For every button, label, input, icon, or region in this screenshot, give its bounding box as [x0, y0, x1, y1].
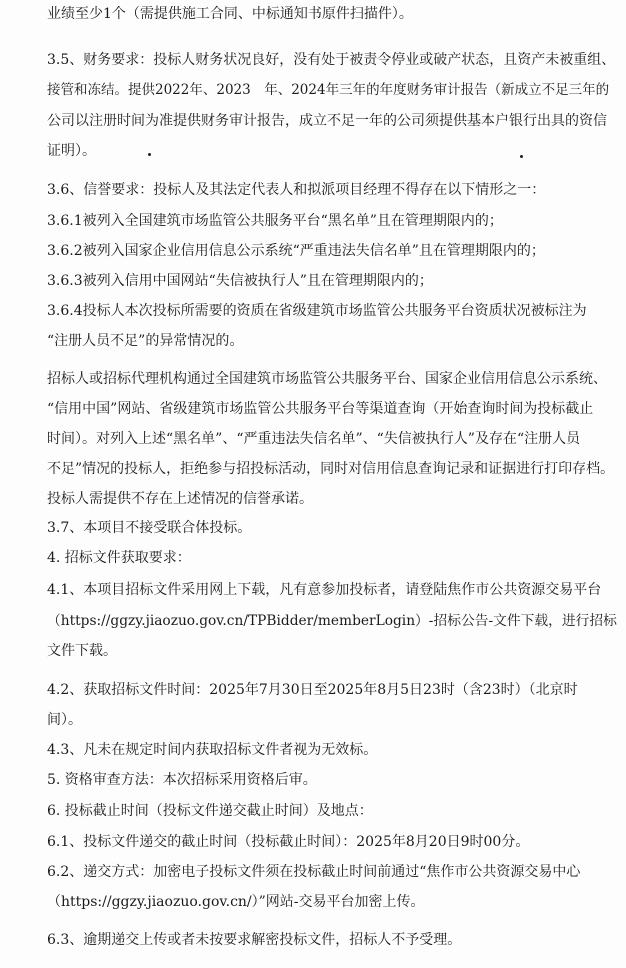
text-line-3-6-credit: 3.6、信誉要求：投标人及其法定代表人和拟派项目经理不得存在以下情形之一： — [47, 182, 546, 198]
scan-speck — [148, 153, 151, 156]
text-line-query-3: 时间）。对列入上述“黑名单”、“严重违法失信名单”、“失信被执行人”及存在“注册人员 — [47, 431, 581, 447]
text-line-3-5-cont1: 接管和冻结。提供2022年、2023 年、2024年三年的年度财务审计报告（新成立不足三年的 — [47, 82, 610, 98]
text-line-3-6-4-cont: “注册人员不足”的异常情况的。 — [47, 333, 244, 349]
text-line-4-3: 4.3、凡未在规定时间内获取招标文件者视为无效标。 — [47, 742, 378, 758]
text-line-5: 5. 资格审查方法：本次招标采用资格后审。 — [47, 772, 317, 788]
text-line-6-heading: 6. 投标截止时间（投标文件递交截止时间）及地点： — [47, 803, 373, 819]
text-line-3-6-4: 3.6.4投标人本次投标所需要的资质在省级建筑市场监管公共服务平台资质状况被标注为 — [47, 303, 587, 319]
text-line-3-5-cont3: 证明）。 — [47, 143, 96, 159]
text-line-3-6-2: 3.6.2被列入国家企业信用信息公示系统“严重违法失信名单”且在管理期限内的； — [47, 243, 545, 259]
text-line-query-5: 投标人需提供不存在上述情况的信誉承诺。 — [47, 491, 313, 507]
text-line-performance: 业绩至少1个（需提供施工合同、中标通知书原件扫描件）。 — [47, 6, 413, 22]
text-line-3-7: 3.7、本项目不接受联合体投标。 — [47, 520, 252, 536]
text-line-4-1: 4.1、本项目招标文件采用网上下载，凡有意参加投标者，请登陆焦作市公共资源交易平台 — [47, 582, 602, 598]
text-line-4-1-cont: 文件下载。 — [47, 643, 117, 659]
text-line-6-2: 6.2、递交方式：加密电子投标文件须在投标截止时间前通过“焦作市公共资源交易中心 — [47, 864, 581, 880]
text-line-4-1-url: （https://ggzy.jiaozuo.gov.cn/TPBidder/memberLogin）-招标公告-文件下载，进行招标 — [47, 613, 617, 629]
text-line-query-4: 不足”情况的投标人，拒绝参与招投标活动，同时对信用信息查询记录和证据进行打印存档。 — [47, 461, 615, 477]
text-line-3-6-3: 3.6.3被列入信用中国网站“失信被执行人”且在管理期限内的； — [47, 273, 433, 289]
text-line-3-5-cont2: 公司以注册时间为准提供财务审计报告，成立不足一年的公司须提供基本户银行出具的资信 — [47, 113, 607, 129]
text-line-6-2-url: （https://ggzy.jiaozuo.gov.cn/）”网站-交易平台加密上传。 — [47, 894, 425, 910]
text-line-query-2: “信用中国”网站、省级建筑市场监管公共服务平台等渠道查询（开始查询时间为投标截止 — [47, 401, 594, 417]
text-line-4-heading: 4. 招标文件获取要求： — [47, 550, 191, 566]
text-line-4-2: 4.2、获取招标文件时间：2025年7月30日至2025年8月5日23时（含23时）（北京时 — [47, 682, 578, 698]
text-line-3-6-1: 3.6.1被列入全国建筑市场监管公共服务平台“黑名单”且在管理期限内的； — [47, 213, 503, 229]
scan-speck — [520, 155, 523, 158]
text-line-query-1: 招标人或招标代理机构通过全国建筑市场监管公共服务平台、国家企业信用信息公示系统、 — [47, 371, 607, 387]
text-line-6-3: 6.3、逾期递交上传或者未按要求解密投标文件，招标人不予受理。 — [47, 932, 462, 948]
text-line-3-5-financial: 3.5、财务要求：投标人财务状况良好，没有处于被责令停业或破产状态，且资产未被重组、 — [47, 52, 616, 68]
text-line-6-1: 6.1、投标文件递交的截止时间（投标截止时间）：2025年8月20日9时00分。 — [47, 834, 530, 850]
text-line-4-2-cont: 间）。 — [47, 712, 82, 728]
